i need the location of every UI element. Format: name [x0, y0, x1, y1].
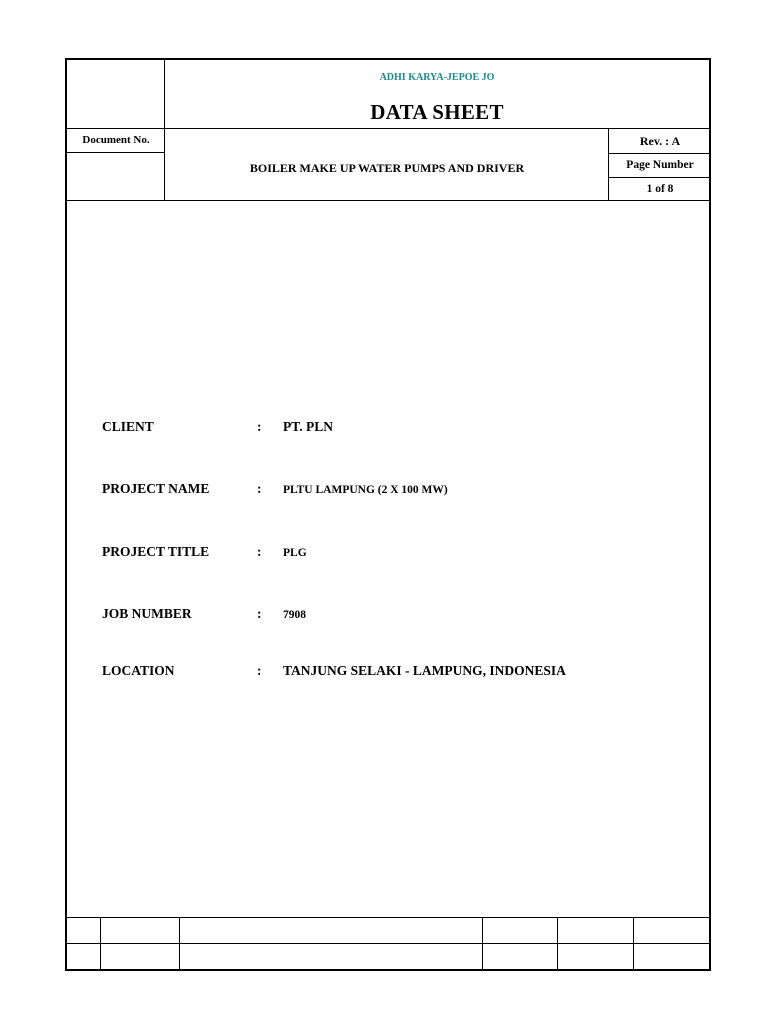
- project-title-label: PROJECT TITLE: [102, 544, 210, 559]
- project-title-value: PLG: [283, 547, 307, 559]
- data-sheet-page: [65, 58, 711, 971]
- project-name-colon: :: [257, 481, 262, 496]
- client-value: PT. PLN: [283, 419, 333, 434]
- revision-table-col-3: [482, 917, 483, 971]
- revision-table-middle: [67, 943, 709, 944]
- project-name-value: PLTU LAMPUNG (2 X 100 MW): [283, 484, 448, 496]
- rev-divider: [608, 153, 709, 154]
- page-number-value: 1 of 8: [646, 183, 674, 195]
- header-title-divider: [67, 128, 709, 129]
- location-label: LOCATION: [102, 663, 175, 678]
- header-right-divider: [608, 128, 609, 200]
- location-colon: :: [257, 663, 262, 678]
- job-number-label: JOB NUMBER: [102, 606, 192, 621]
- location-value: TANJUNG SELAKI - LAMPUNG, INDONESIA: [283, 663, 566, 678]
- document-no-label: Document No.: [82, 134, 150, 146]
- job-number-colon: :: [257, 606, 262, 621]
- client-label: CLIENT: [102, 419, 154, 434]
- job-number-value: 7908: [283, 609, 306, 621]
- header-bottom-divider: [67, 200, 709, 201]
- revision-table-top: [67, 917, 709, 918]
- revision-table-col-2: [179, 917, 180, 971]
- revision-table-col-5: [633, 917, 634, 971]
- revision-table-col-4: [557, 917, 558, 971]
- project-name-label: PROJECT NAME: [102, 481, 210, 496]
- company-name: ADHI KARYA-JEPOE JO: [379, 72, 495, 83]
- pagenum-divider: [608, 177, 709, 178]
- docno-divider: [67, 152, 164, 153]
- document-subject: BOILER MAKE UP WATER PUMPS AND DRIVER: [249, 161, 525, 175]
- page-title: DATA SHEET: [370, 100, 504, 124]
- page-number-label: Page Number: [626, 159, 694, 171]
- revision-label: Rev. : A: [639, 134, 681, 148]
- project-title-colon: :: [257, 544, 262, 559]
- header-logo-divider: [164, 60, 165, 200]
- revision-table-col-1: [100, 917, 101, 971]
- client-colon: :: [257, 419, 262, 434]
